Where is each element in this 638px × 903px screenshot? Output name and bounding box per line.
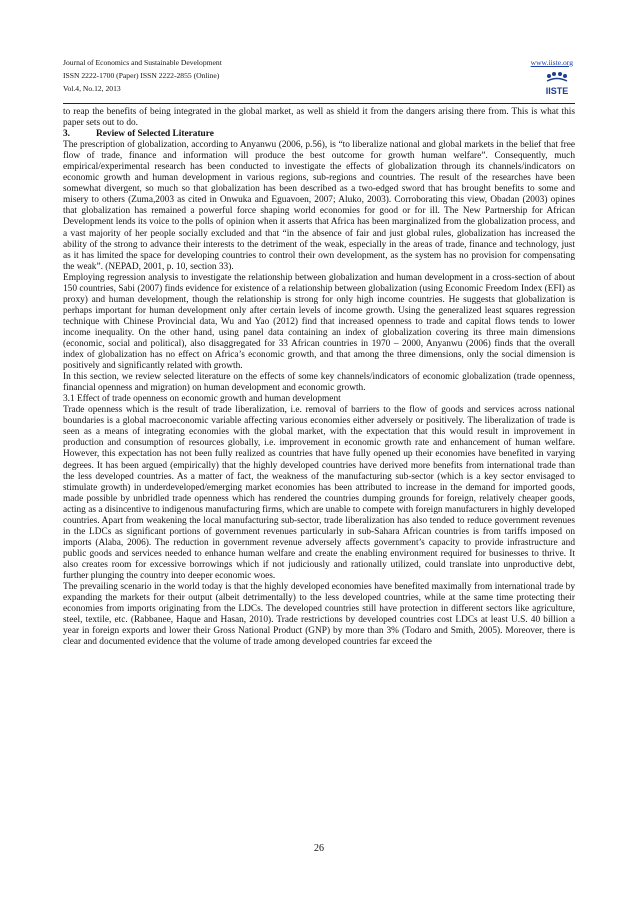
journal-name: Journal of Economics and Sustainable Development bbox=[63, 58, 222, 67]
section-heading bbox=[63, 129, 575, 140]
paragraph-regression: Employing regression analysis to investigate the relationship between globalization and human development in a cross-section of about 150 countries, Sabi (2007) finds evidence for existence of a relationship between globalization (using Economic Freedom Index (EFI) as proxy) and human development, though the relationship is strong for only high income countries. He suggests that globalization is perhaps important for human development only after certain levels of income growth. Using the generalized least squares regression technique with Chinese Provincial data, Wu and Yao (2012) find that increased openness to trade and capital flows tends to lower income inequality. On the other hand, using panel data containing an index of globalization covering its three main dimensions (economic, social and political), also disaggregated for 33 African countries in 1970 – 2000, Anyanwu (2006) finds that the overall index of globalization has no effect on Africa’s economic growth, and that among the three dimensions, only the social dimension is positively and significantly related with growth. bbox=[63, 272, 575, 372]
paragraph-section-intro: In this section, we review selected literature on the effects of some key channels/indicators of economic globalization (trade openness, financial openness and migration) on human development and economic growth. bbox=[63, 372, 575, 394]
section-number: 3. bbox=[63, 129, 71, 140]
iiste-logo bbox=[541, 70, 573, 96]
journal-url-link[interactable]: www.iiste.org bbox=[530, 58, 573, 67]
paragraph-prevailing-scenario: The prevailing scenario in the world today is that the highly developed economies have benefited maximally from international trade by expanding the markets for their output (albeit detrimentally) to the less developed countries, while at the same time protecting their economies from imports originating from the LDCs. The developed countries still have protection in different sectors like agriculture, steel, textile, etc. (Rabbanee, Haque and Hasan, 2010). Trade restrictions by developed countries cost LDCs at least U.S. 40 billion a year in foreign exports and lower their Gross National Product (GNP) by more than 3% (Todaro and Smith, 2005). Moreover, there is clear and documented evidence that the volume of trade among developed countries far exceed the bbox=[63, 582, 575, 648]
logo-text: IISTE bbox=[545, 86, 569, 96]
intro-paragraph: to reap the benefits of being integrated in the global market, as well as shield it from the dangers arising there from. This is what this paper sets out to do. bbox=[63, 107, 575, 129]
subsection-title: 3.1 Effect of trade openness on economic growth and human development bbox=[63, 394, 341, 405]
paragraph-prescription: The prescription of globalization, according to Anyanwu (2006, p.56), is “to liberalize national and global markets in the belief that free flow of trade, finance and information will produce the best outcome for growth human welfare”. Consequently, much empirical/experimental research has been conducted to investigate the effects of globalization through its channels/indicators on economic growth and human development in various regions, sub-regions and countries. The result of the researches have been somewhat divergent, so much so that globalization has been described as a two-edged sword that has brought benefits to some and misery to others (Zuma,2003 as cited in Onwuka and Eguavoen, 2007; Aluko, 2003). Corroborating this view, Obadan (2003) opines that globalization has remained a powerful force shaping world economies for good or for ill. The New Partnership for African Development lends its voice to the polls of opinion when it asserts that Africa has been marginalized from the globalization process, and a vast majority of her people socially excluded and that “in the absence of fair and just global rules, globalization has increased the ability of the strong to advance their interests to the detriment of the weak, especially in the areas of trade, finance and technology, just as it has limited the space for developing countries to control their own development, as the system has no provision for compensating the weak”. (NEPAD, 2001, p. 10, section 33). bbox=[63, 140, 575, 272]
section-title: Review of Selected Literature bbox=[96, 129, 214, 140]
issn-line: ISSN 2222-1700 (Paper) ISSN 2222-2855 (Online) bbox=[63, 71, 220, 80]
header-divider bbox=[63, 103, 575, 104]
page-header bbox=[63, 56, 575, 100]
article-body bbox=[63, 107, 575, 648]
paragraph-trade-openness: Trade openness which is the result of trade liberalization, i.e. removal of barriers to the flow of goods and services across national boundaries is a global macroeconomic variable affecting various economies either adversely or positively. The liberalization of trade is seen as a means of integrating economies with the global market, with the expectation that this would result in improvement in production and consumption of resources globally, i.e. improvement in economic growth rate and enhancement of human welfare. However, this expectation has not been fully realized as countries that have fully opened up their economies have benefited in varying degrees. It has been argued (empirically) that the highly developed countries have derived more benefits from international trade than the less developed countries. As a matter of fact, the weakness of the manufacturing sub-sector (which is a key sector envisaged to stimulate growth) in underdeveloped/emerging market economies has been attributed to increase in the demand for imported goods, made possible by unbridled trade openness which has rendered the countries dumping grounds for foreign, relatively cheaper goods, acting as a disincentive to indigenous manufacturing firms, which are unable to compete with foreign manufacturers in highly developed countries. Apart from weakening the local manufacturing sub-sector, trade liberalization has also tended to reduce government revenues in the LDCs as significant portions of government revenues particularly in sub-Sahara African countries is from tariffs imposed on imports (Alaba, 2006). The reduction in government revenue adversely affects government’s capacity to provide infrastructure and public goods and services needed to enhance human welfare and create the enabling environment required for businesses to thrive. It also creates room for excessive borrowings which if not judiciously and rationally utilized, could translate into unproductive debt, further plunging the country into deeper economic woes. bbox=[63, 405, 575, 581]
page-number: 26 bbox=[314, 843, 324, 854]
volume-line: Vol.4, No.12, 2013 bbox=[63, 84, 121, 93]
